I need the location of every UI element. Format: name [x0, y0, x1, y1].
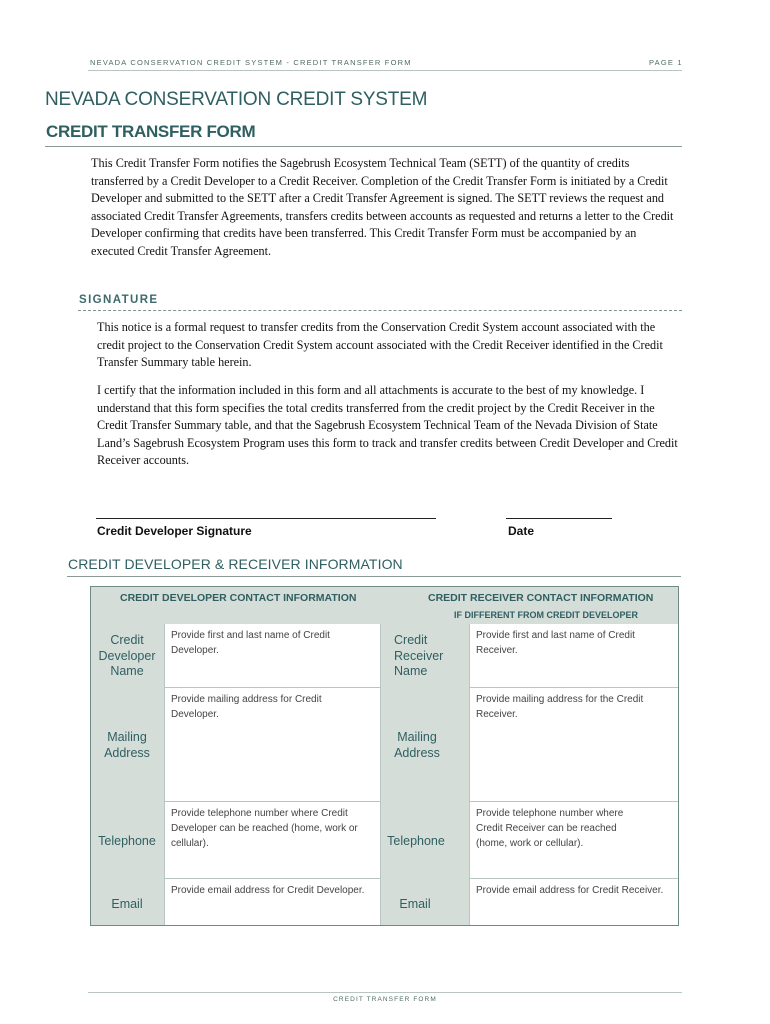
contact-table [90, 586, 679, 926]
table-header [91, 587, 678, 624]
developer-column-header: CREDIT DEVELOPER CONTACT INFORMATION [120, 592, 357, 604]
grid-line [164, 878, 380, 879]
receiver-name-label: Credit Receiver Name [394, 633, 444, 678]
grid-line [469, 624, 470, 925]
receiver-email-label: Email [399, 897, 431, 911]
contact-section-divider [67, 576, 681, 577]
footer-divider [88, 992, 682, 993]
receiver-column-header: CREDIT RECEIVER CONTACT INFORMATION [428, 592, 654, 604]
system-title: NEVADA CONSERVATION CREDIT SYSTEM [45, 89, 428, 110]
receiver-phone-field[interactable]: Provide telephone number where Credit Receiver can be reached (home, work or cellular). [476, 808, 624, 849]
signature-label: Credit Developer Signature [97, 524, 252, 538]
intro-paragraph: This Credit Transfer Form notifies the Sagebrush Ecosystem Technical Team (SETT) of the quantity of credits transferred by a Credit Developer to a Credit Receiver. Completion of the Credit Transfer Form is initiated by a Credit Developer and submitted to the SETT after a Credit Transfer Agreement is signed. The SETT reviews the request and associated Credit Transfer Agreements, transfers credits between accounts as requested and returns a letter to the Credit Developer confirming that credits have been transferred. This Credit Transfer Form must be accompanied by an executed Credit Transfer Agreement. [91, 156, 674, 258]
running-header-title: NEVADA CONSERVATION CREDIT SYSTEM - CREDIT TRANSFER FORM [90, 58, 412, 67]
receiver-address-label: Mailing Address [394, 730, 440, 760]
receiver-column-subheader: IF DIFFERENT FROM CREDIT DEVELOPER [454, 610, 639, 620]
developer-email-field[interactable]: Provide email address for Credit Developer. [171, 885, 365, 896]
date-field[interactable] [506, 518, 612, 519]
grid-line [469, 801, 678, 802]
receiver-phone-label: Telephone [387, 834, 445, 848]
signature-heading: SIGNATURE [79, 294, 159, 306]
developer-address-field[interactable]: Provide mailing address for Credit Developer. [171, 694, 322, 720]
receiver-email-field[interactable]: Provide email address for Credit Receiver. [476, 885, 664, 896]
notice-paragraph: This notice is a formal request to transfer credits from the Conservation Credit System account associated with the credit project to the Conservation Credit System account associated with the Credit Receiver identified in the Credit Transfer Summary table herein. [97, 320, 663, 370]
date-label: Date [508, 524, 535, 538]
developer-email-label: Email [111, 897, 143, 911]
receiver-address-field[interactable]: Provide mailing address for the Credit Receiver. [476, 694, 644, 720]
footer-title: CREDIT TRANSFER FORM [333, 996, 437, 1003]
header-divider [88, 70, 682, 71]
grid-line [164, 687, 380, 688]
signature-divider [78, 310, 682, 311]
title-divider [45, 146, 682, 147]
developer-phone-label: Telephone [98, 834, 156, 848]
contact-section-heading: CREDIT DEVELOPER & RECEIVER INFORMATION [68, 556, 403, 572]
grid-line [469, 687, 678, 688]
developer-address-label: Mailing Address [104, 730, 150, 760]
developer-name-label: Credit Developer Name [98, 633, 156, 678]
grid-line [164, 801, 380, 802]
grid-line [164, 624, 165, 925]
page-number: PAGE 1 [649, 58, 683, 67]
receiver-name-field[interactable]: Provide first and last name of Credit Receiver. [476, 630, 635, 656]
grid-line [380, 624, 381, 925]
certification-paragraph: I certify that the information included in this form and all attachments is accurate to the best of my knowledge. I understand that this form specifies the total credits transferred from the credit project by the Credit Receiver in the Credit Transfer Summary table, and that the Sagebrush Ecosystem Technical Team of the Nevada Division of State Land’s Sagebrush Ecosystem Program uses this form to track and transfer credits between Credit Developer and Credit Receiver accounts. [97, 383, 678, 468]
grid-line [469, 878, 678, 879]
form-title: CREDIT TRANSFER FORM [46, 122, 256, 141]
signature-field[interactable] [96, 518, 436, 519]
developer-name-field[interactable]: Provide first and last name of Credit Developer. [171, 630, 330, 656]
developer-phone-field[interactable]: Provide telephone number where Credit Developer can be reached (home, work or cellular). [171, 808, 358, 849]
